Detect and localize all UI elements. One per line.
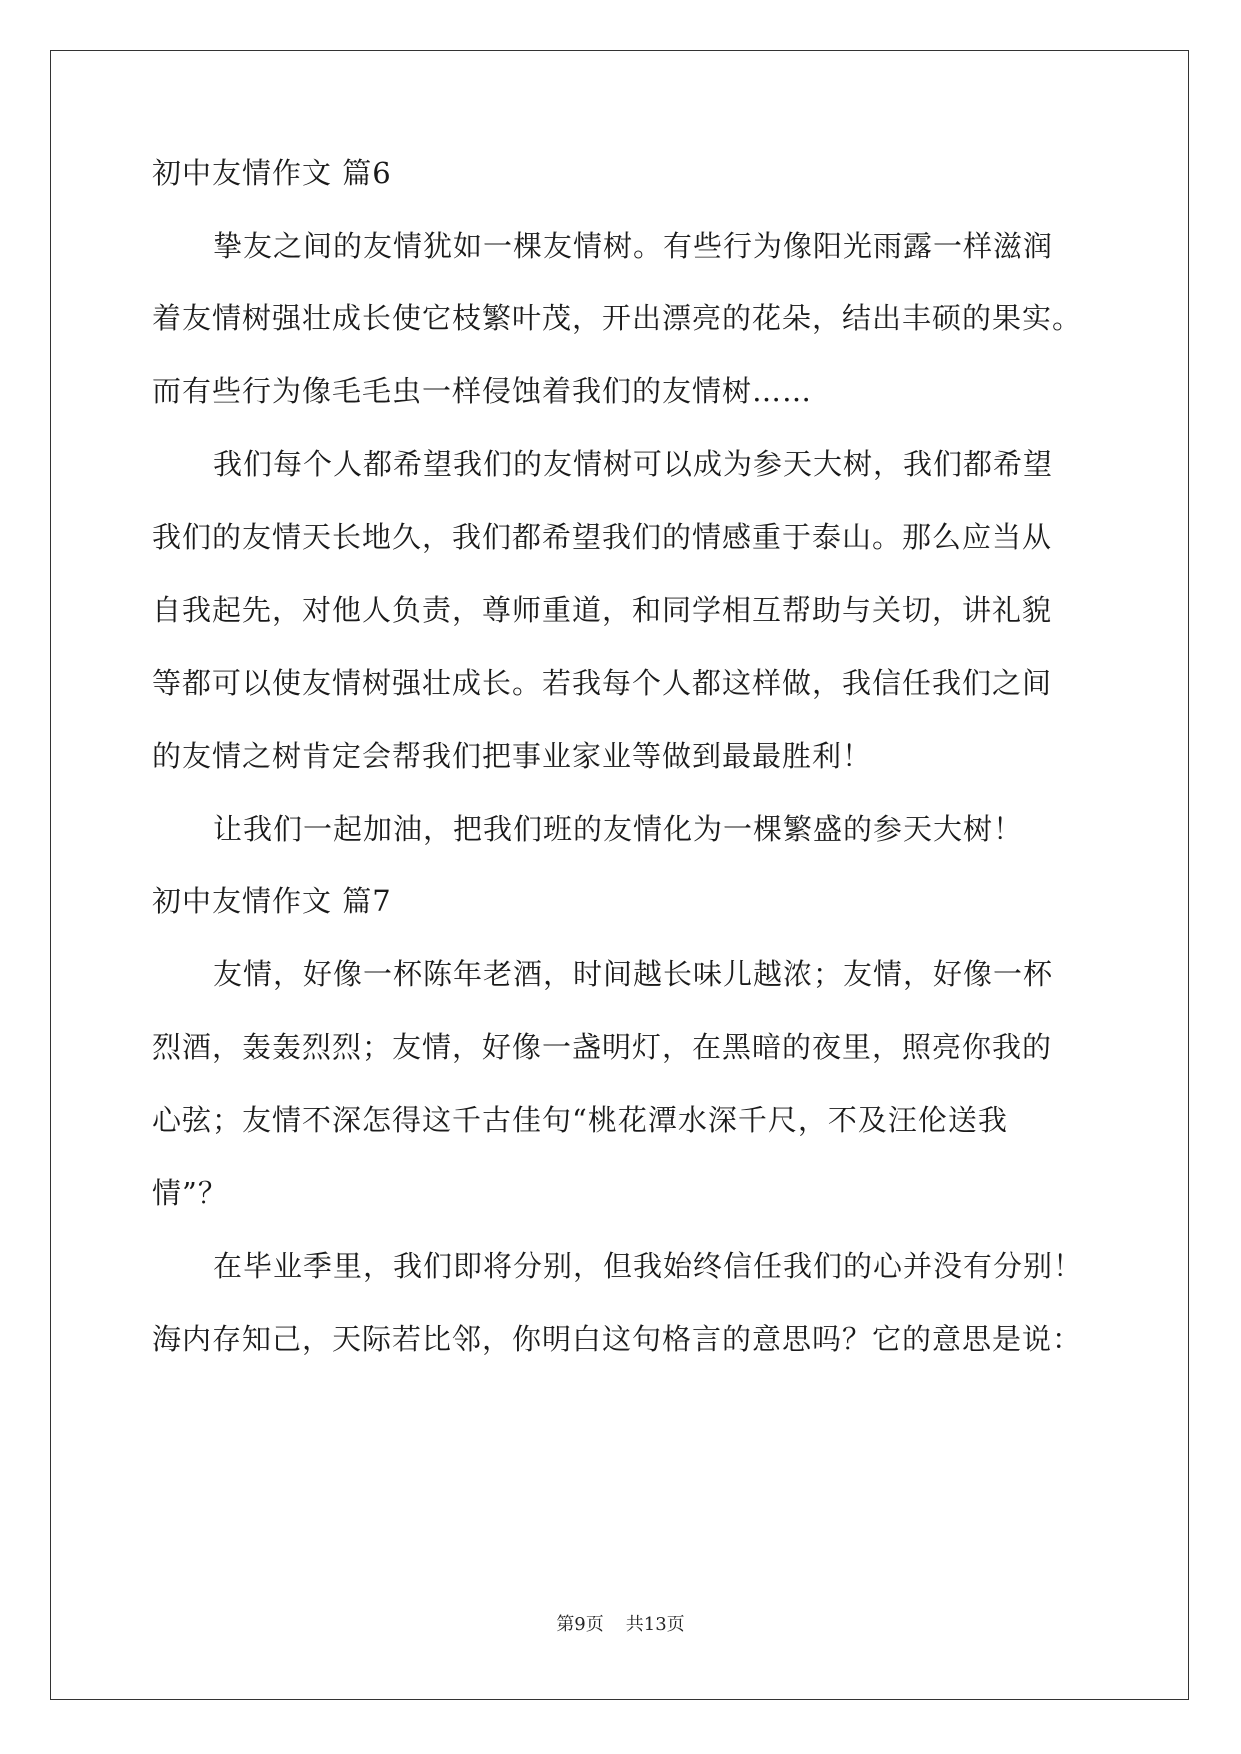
section-heading: 初中友情作文 篇6 [152,156,392,190]
page-footer [0,1613,1241,1637]
paragraph-line: 着友情树强壮成长使它枝繁叶茂，开出漂亮的花朵，结出丰硕的果实。 [152,301,1083,335]
page-number: 第9页 [556,1614,604,1635]
paragraph-line: 烈酒，轰轰烈烈；友情，好像一盏明灯，在黑暗的夜里，照亮你我的 [152,1030,1053,1064]
paragraph-line: 情”？ [152,1176,228,1210]
paragraph-line: 而有些行为像毛毛虫一样侵蚀着我们的友情树…… [152,374,813,408]
paragraph-line: 友情，好像一杯陈年老酒，时间越长味儿越浓；友情，好像一杯 [213,957,1054,991]
paragraph-line: 的友情之树肯定会帮我们把事业家业等做到最最胜利！ [152,739,873,773]
paragraph-line: 挚友之间的友情犹如一棵友情树。有些行为像阳光雨露一样滋润 [213,229,1054,263]
section-heading: 初中友情作文 篇7 [152,884,392,918]
paragraph-line: 心弦；友情不深怎得这千古佳句“桃花潭水深千尺，不及汪伦送我 [152,1103,1008,1137]
paragraph-line: 我们每个人都希望我们的友情树可以成为参天大树，我们都希望 [213,447,1054,481]
total-pages: 共13页 [625,1614,685,1635]
paragraph-line: 在毕业季里，我们即将分别，但我始终信任我们的心并没有分别！ [213,1249,1084,1283]
paragraph-line: 我们的友情天长地久，我们都希望我们的情感重于泰山。那么应当从 [152,520,1053,554]
paragraph-line: 让我们一起加油，把我们班的友情化为一棵繁盛的参天大树！ [213,812,1024,846]
paragraph-line: 海内存知己，天际若比邻，你明白这句格言的意思吗？它的意思是说： [152,1322,1083,1356]
paragraph-line: 自我起先，对他人负责，尊师重道，和同学相互帮助与关切，讲礼貌 [152,593,1053,627]
paragraph-line: 等都可以使友情树强壮成长。若我每个人都这样做，我信任我们之间 [152,666,1053,700]
